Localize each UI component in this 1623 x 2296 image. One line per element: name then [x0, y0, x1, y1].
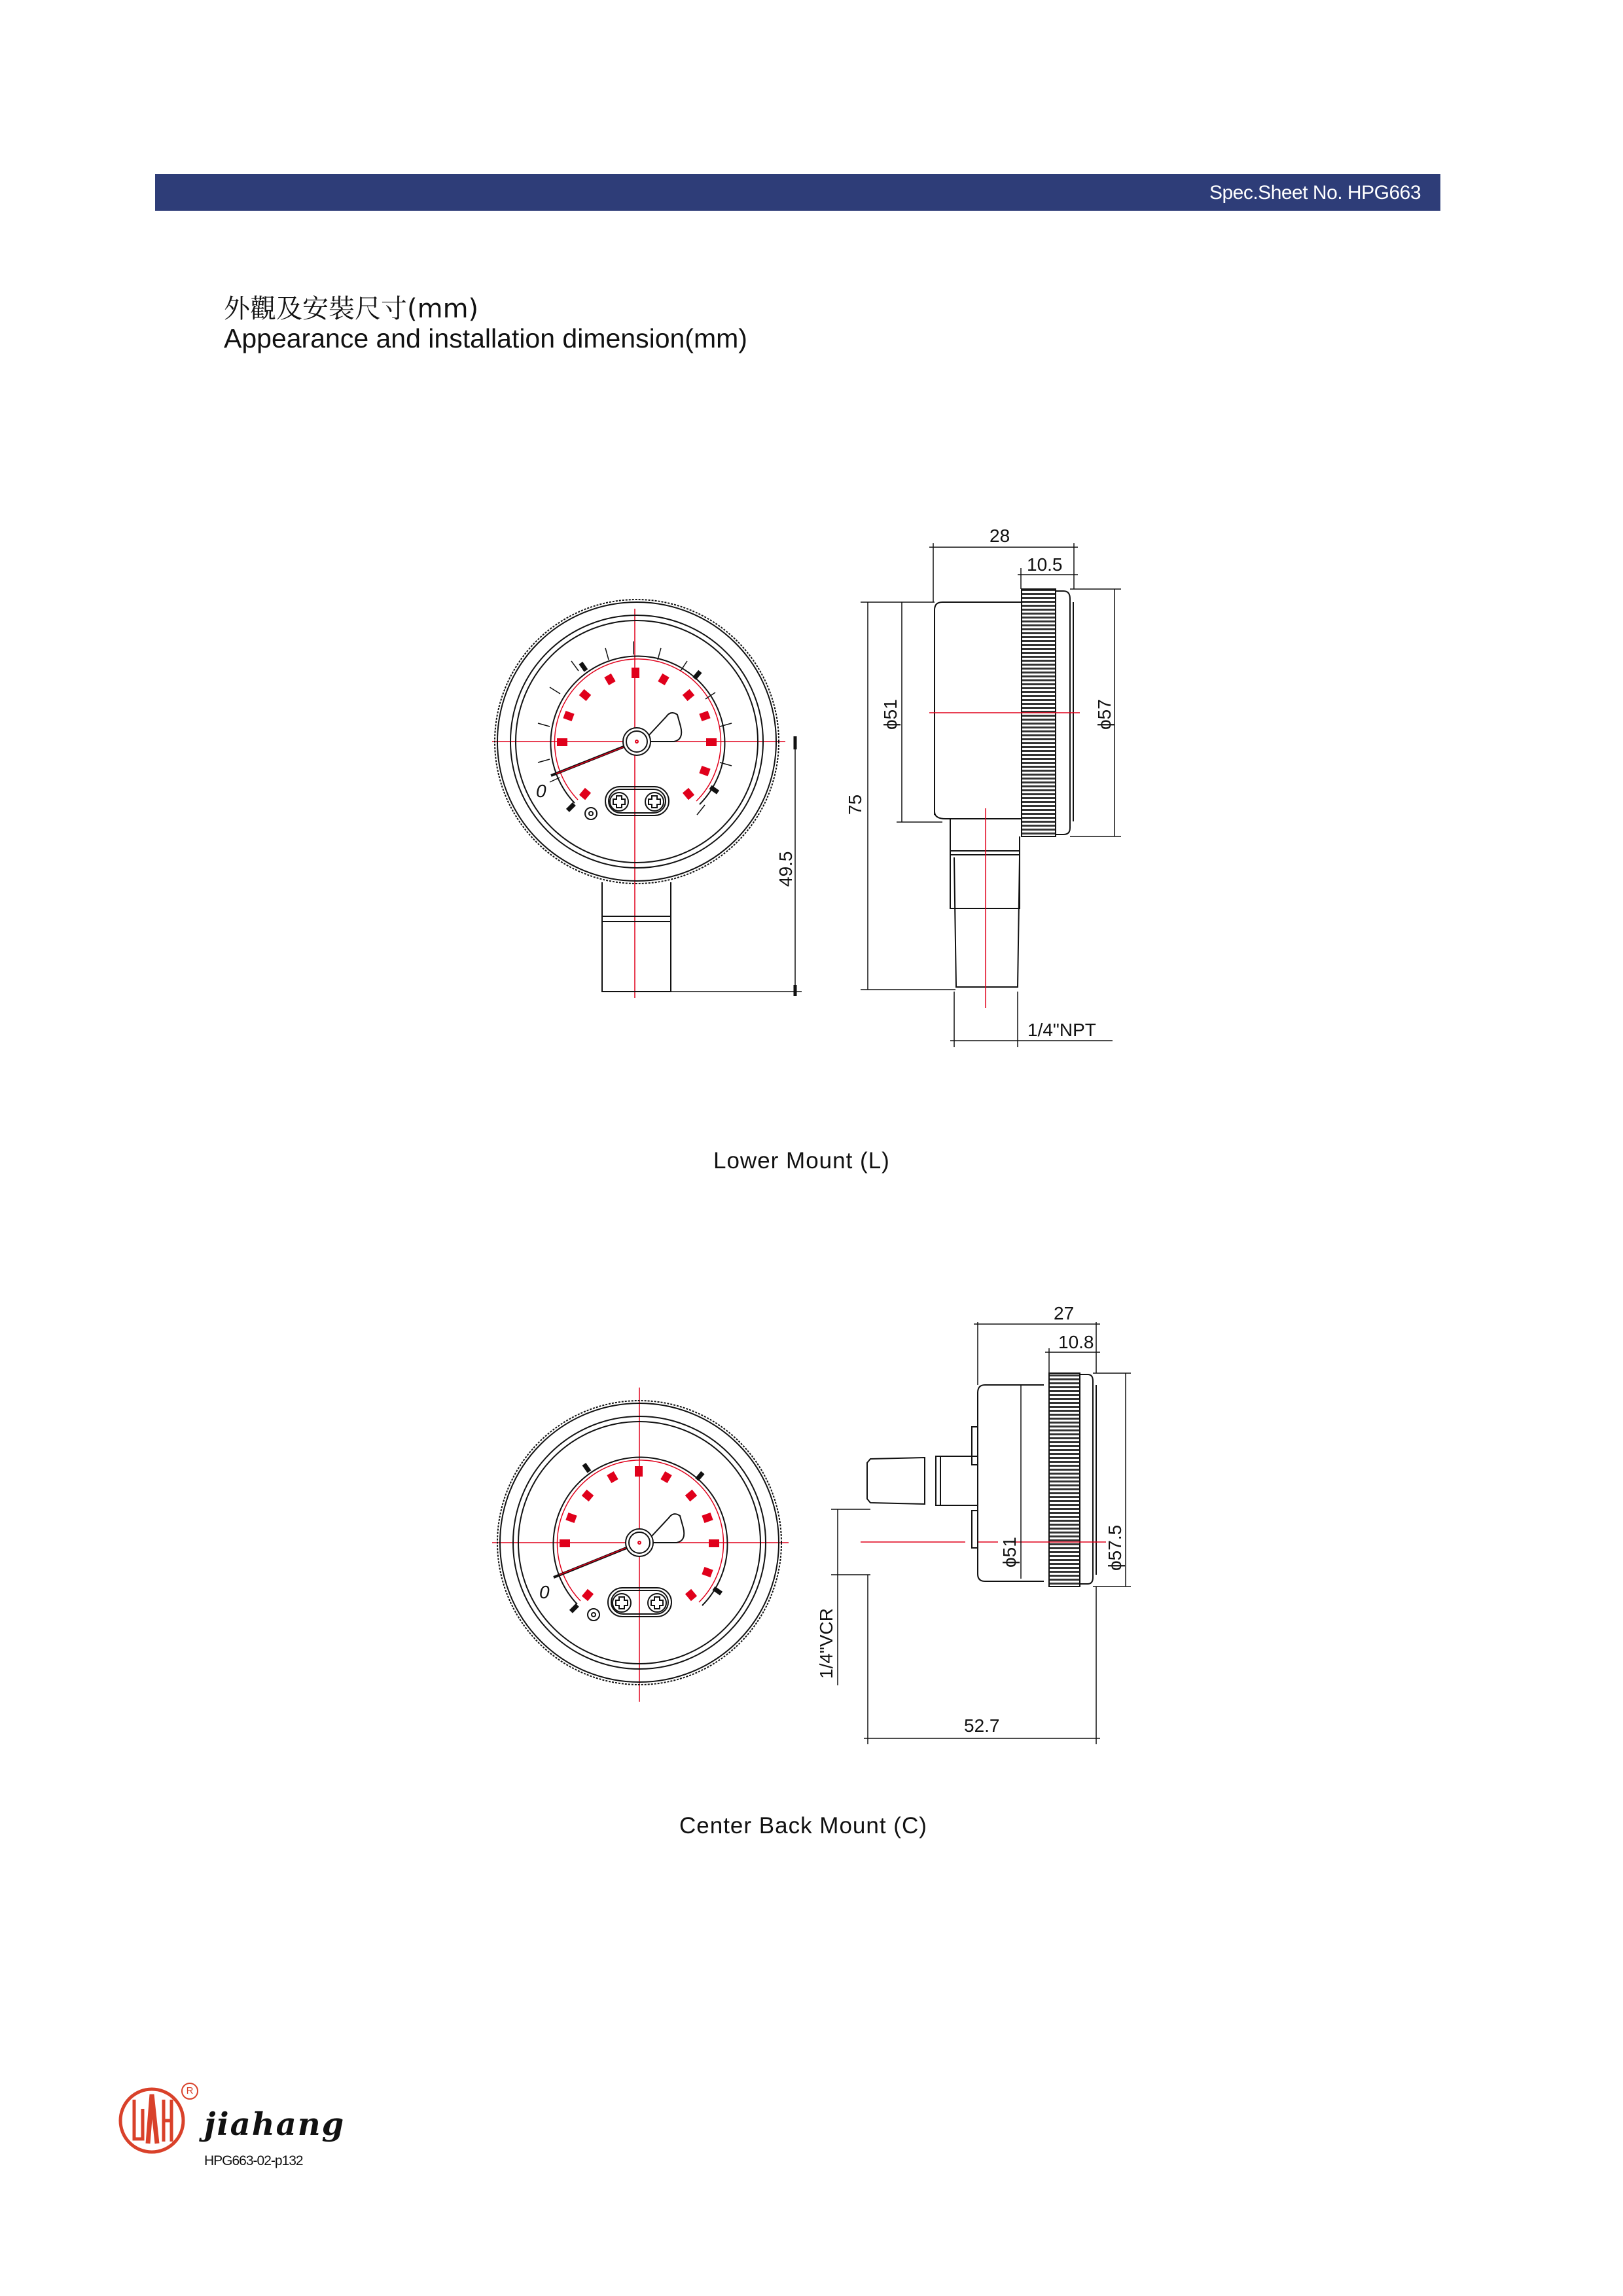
- title-chinese: 外觀及安裝尺寸(mm): [224, 294, 479, 324]
- jiahang-logo-icon: [120, 2089, 183, 2152]
- registered-mark: R: [181, 2083, 198, 2100]
- dim-bezel-depth: 10.5: [1027, 554, 1063, 575]
- dim-case-diameter: ϕ51: [880, 699, 901, 730]
- lower-front-gauge: [492, 600, 802, 998]
- dim-bezel-diameter: ϕ57.5: [1105, 1524, 1125, 1571]
- dim-center-to-bottom: 49.5: [776, 851, 796, 887]
- center-front-gauge: [492, 1388, 789, 1702]
- dim-bezel-depth: 10.8: [1058, 1332, 1094, 1352]
- dial-zero-label: 0: [536, 781, 546, 801]
- brand-name: jiahang: [204, 2106, 346, 2143]
- caption-center-back-mount: Center Back Mount (C): [679, 1813, 927, 1839]
- dim-overall-depth: 27: [1054, 1303, 1075, 1323]
- dim-case-diameter: ϕ51: [999, 1537, 1020, 1568]
- dim-connection: 1/4"VCR: [816, 1608, 836, 1679]
- caption-lower-mount: Lower Mount (L): [713, 1148, 890, 1174]
- dim-overall-height: 75: [845, 794, 865, 815]
- title-english: Appearance and installation dimension(mm): [224, 323, 747, 353]
- dim-overall-length: 52.7: [964, 1715, 1000, 1736]
- dial-zero-label: 0: [539, 1582, 550, 1602]
- lower-side-gauge: [861, 543, 1121, 1047]
- dim-overall-depth: 28: [990, 526, 1010, 546]
- center-side-gauge: [831, 1322, 1131, 1744]
- document-number: HPG663-02-p132: [204, 2153, 303, 2168]
- dim-connection: 1/4"NPT: [1027, 1020, 1096, 1040]
- dim-bezel-diameter: ϕ57: [1094, 699, 1115, 730]
- spec-sheet-number: Spec.Sheet No. HPG663: [1209, 182, 1421, 204]
